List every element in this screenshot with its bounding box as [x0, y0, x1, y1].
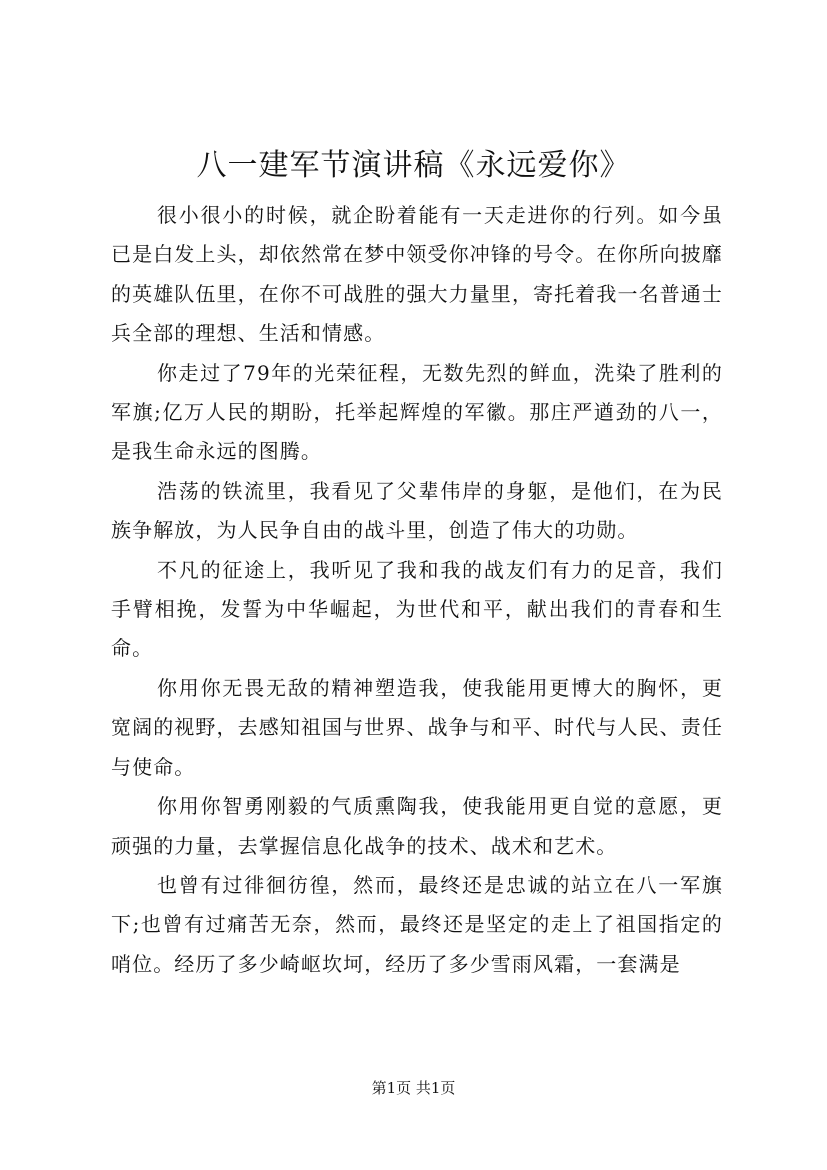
paragraph-1: 很小很小的时候，就企盼着能有一天走进你的行列。如今虽已是白发上头，却依然常在梦中领受你冲锋的号令。在你所向披靡的英雄队伍里，在你不可战胜的强大力量里，寄托着我一名普通士兵全部的理想、生活和情感。: [111, 203, 723, 346]
paragraph-3: 浩荡的铁流里，我看见了父辈伟岸的身躯，是他们，在为民族争解放，为人民争自由的战斗里，创造了伟大的功勋。: [111, 478, 723, 543]
paragraph-2: 你走过了79年的光荣征程，无数先烈的鲜血，洗染了胜利的军旗;亿万人民的期盼，托举起辉煌的军徽。那庄严遒劲的八一，是我生命永远的图腾。: [111, 360, 723, 464]
document-body: [111, 196, 723, 984]
paragraph-5: 你用你无畏无敌的精神塑造我，使我能用更博大的胸怀，更宽阔的视野，去感知祖国与世界、战争与和平、时代与人民、责任与使命。: [111, 675, 723, 779]
paragraph-4: 不凡的征途上，我听见了我和我的战友们有力的足音，我们手臂相挽，发誓为中华崛起，为世代和平，献出我们的青春和生命。: [111, 557, 723, 661]
paragraph-7: 也曾有过徘徊彷徨，然而，最终还是忠诚的站立在八一军旗下;也曾有过痛苦无奈，然而，最终还是坚定的走上了祖国指定的哨位。经历了多少崎岖坎坷，经历了多少雪雨风霜，一套满是: [111, 872, 723, 976]
page-footer: 第1页 共1页: [371, 1079, 456, 1097]
document-title: 八一建军节演讲稿《永远爱你》: [196, 148, 631, 183]
paragraph-6: 你用你智勇刚毅的气质熏陶我，使我能用更自觉的意愿，更顽强的力量，去掌握信息化战争的技术、战术和艺术。: [111, 794, 723, 858]
